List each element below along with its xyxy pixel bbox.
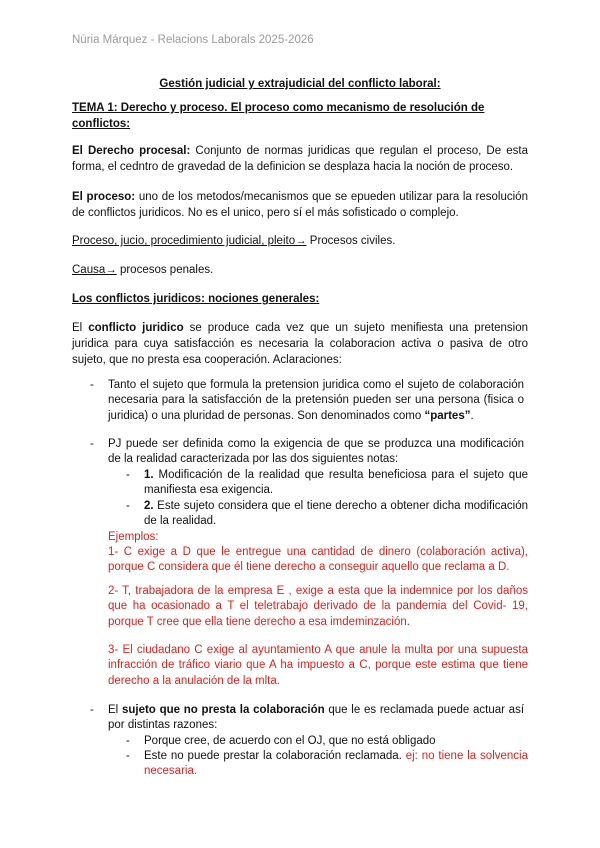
synonyms-line-penal: [72, 262, 528, 278]
bullet-subject-no-collaboration: [108, 703, 524, 734]
synonyms-line-civil: [72, 233, 528, 249]
reason-2: [144, 749, 528, 780]
bullet-dash: -: [90, 438, 94, 450]
text: se produce cada vez que un sujeto menifiesta una pretension juridica para cuya satisfacción es necesaria la colaboracion activa o pasiva de otro sujeto, que no presta esa cooperación. Aclaraciones:: [72, 322, 529, 366]
term: sujeto que no presta la colaboración: [121, 704, 325, 716]
term: “partes”: [424, 409, 471, 422]
text: Tanto el sujeto que formula la pretension juridica como el sujeto de colaboración necesaria para la satisfacción de la pretensión pueden ser una persona (fisica o juridica) o una pluridad de personas. Son denominados como: [108, 379, 524, 422]
text: .: [470, 409, 474, 422]
term: El Derecho procesal:: [72, 145, 191, 157]
examples-label: Ejemplos:: [108, 531, 159, 543]
sub-bullet-2: [144, 499, 528, 530]
bullet-parts: [108, 378, 524, 424]
bullet-dash: -: [90, 704, 94, 716]
definition-proceso: [72, 189, 528, 221]
section-heading: Los conflictos juridicos: nociones generales:: [72, 293, 320, 305]
example-3: 3- El ciudadano C exige al ayuntamiento A que anule la multa por una supuesta infracción de tráfico viario que A ha impuesto a C, porque este estima que tiene derecho a la anulación de la mlta.: [108, 644, 528, 687]
sub-bullet-1: [144, 468, 528, 499]
number: 2.: [144, 500, 154, 512]
text: Modificación de la realidad que resulta beneficiosa para el sujeto que manifiesta esa exigencia.: [144, 469, 528, 497]
topic-heading: TEMA 1: Derecho y proceso. El proceso como mecanismo de resolución de conflictos:: [72, 102, 485, 130]
sub-bullet-dash: -: [126, 750, 130, 762]
synonyms: Proceso, jucio, procedimiento judicial, pleito→: [72, 235, 307, 247]
definition-text: uno de los metodos/mecanismos que se epueden utilizar para la resolución de conflictos juridicos. No es el unico, pero sí el más sofisticado o complejo.: [72, 191, 528, 219]
example-inline: ej: no tiene la solvencia necesaria.: [144, 750, 528, 778]
term: El proceso:: [72, 191, 136, 203]
text: Este sujeto considera que el tiene derecho a obtener dicha modificación de la realidad.: [144, 500, 528, 528]
definition-derecho-procesal: [72, 143, 528, 175]
text: El: [108, 704, 122, 716]
reason-1: Porque cree, de acuerdo con el OJ, que no está obligado: [144, 735, 436, 747]
term: conflicto juridico: [88, 322, 184, 334]
synonyms: Causa→: [72, 264, 117, 276]
page-header: Núria Márquez - Relacions Laborals 2025-2026: [72, 34, 314, 46]
text: El: [72, 322, 89, 334]
sub-bullet-dash: -: [126, 500, 130, 512]
example-2: 2- T, trabajadora de la empresa E , exige a esta que la indemnice por los daños que ha ocasionado a T el teletrabajo derivado de la pandemia del Covid- 19, porque T cree que ella tiene derecho a esa imdeminzación.: [108, 585, 528, 628]
number: 1.: [144, 469, 154, 481]
intro-paragraph: [72, 320, 528, 368]
sub-bullet-dash: -: [126, 735, 130, 747]
bullet-pj-definition: PJ puede ser definida como la exigencia de que se produzca una modificación de la realidad caracterizada por las dos siguientes notas:: [108, 438, 524, 466]
bullet-dash: -: [90, 379, 94, 391]
sub-bullet-dash: -: [126, 469, 130, 481]
text: Este no puede prestar la colaboración reclamada.: [144, 750, 406, 762]
text: que le es reclamada puede actuar así por distintas razones:: [108, 704, 525, 732]
example-1: 1- C exige a D que le entregue una cantidad de dinero (colaboración activa), porque C considera que él tiene derecho a conseguir aquello que reclama a D.: [108, 546, 528, 574]
definition-text: Conjunto de normas juridicas que regulan el proceso, De esta forma, el cedntro de gravedad de la definicion se desplaza hacia la noción de proceso.: [72, 145, 528, 173]
synonyms-meaning: procesos penales.: [116, 264, 214, 276]
synonyms-meaning: Procesos civiles.: [306, 235, 396, 247]
document-title: Gestión judicial y extrajudicial del conflicto laboral:: [159, 78, 441, 90]
